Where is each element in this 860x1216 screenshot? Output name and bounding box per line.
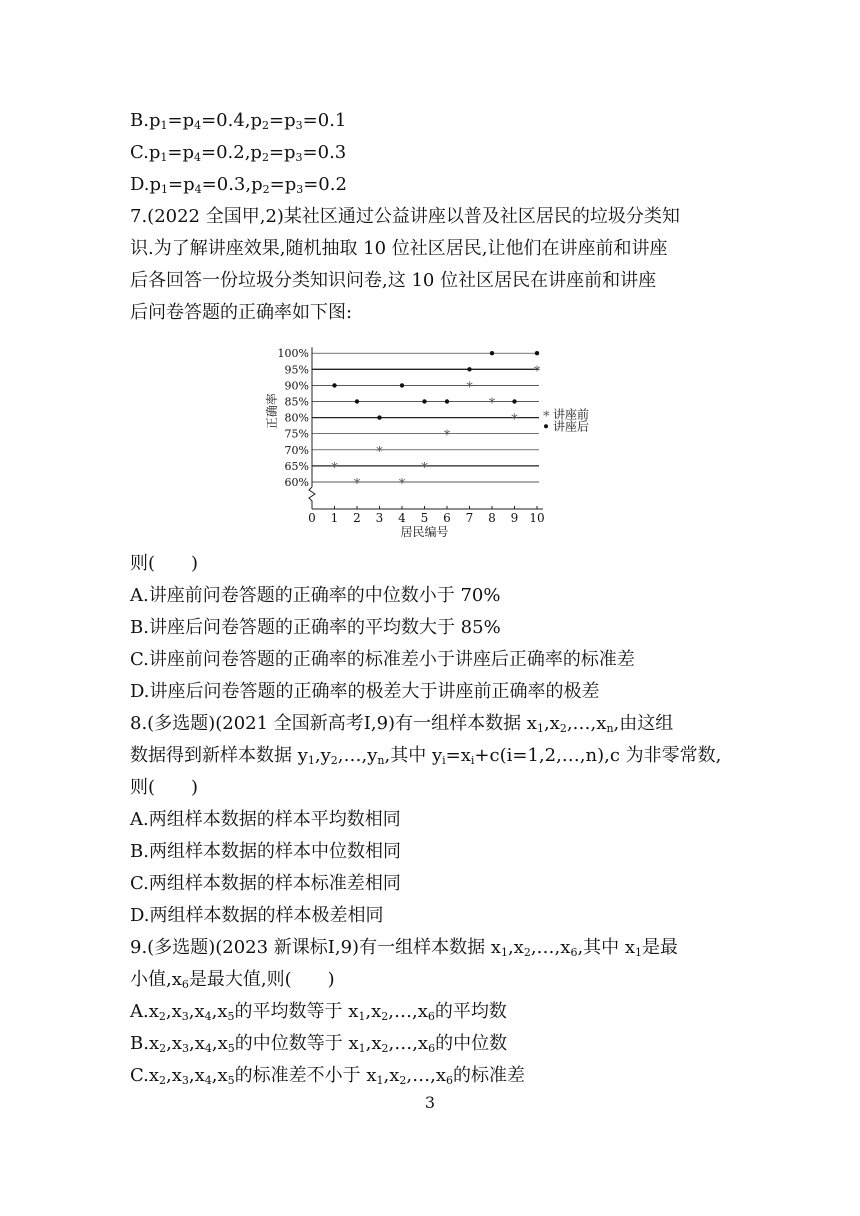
q8-option-d: D.两组样本数据的样本极差相同 bbox=[130, 905, 384, 926]
q8-option-c: C.两组样本数据的样本标准差相同 bbox=[130, 873, 401, 894]
option-b-top: $B.p_1=p_4=0.4,p_2=p_3=0.1$ bbox=[130, 110, 347, 132]
x-tick-label: 7 bbox=[465, 511, 474, 525]
y-tick-label: 60% bbox=[284, 476, 309, 489]
q8-option-a: A.两组样本数据的样本平均数相同 bbox=[130, 809, 401, 830]
point-after bbox=[490, 351, 494, 355]
y-tick-label: 75% bbox=[284, 427, 309, 441]
point-after bbox=[422, 399, 426, 403]
point-after bbox=[355, 399, 359, 403]
q7-stem-line-1: 7.(2022 全国甲,2)某社区通过公益讲座以普及社区居民的垃圾分类知 bbox=[130, 206, 680, 227]
point-after bbox=[377, 415, 381, 419]
legend-marker-before: * bbox=[543, 409, 550, 425]
x-tick-label: 5 bbox=[420, 511, 429, 525]
q7-stem-line-2: 识.为了解讲座效果,随机抽取 10 位社区居民,让他们在讲座前和讲座 bbox=[130, 238, 668, 259]
y-tick-label: 100% bbox=[277, 347, 309, 361]
y-tick-label: 90% bbox=[284, 379, 309, 393]
y-tick-label: 70% bbox=[284, 443, 309, 457]
y-tick-label: 80% bbox=[284, 411, 309, 425]
point-after bbox=[535, 351, 539, 355]
q9-stem-line-2: 小值$,x_6$是最大值,则( ) bbox=[130, 969, 335, 991]
point-before: * bbox=[533, 364, 541, 380]
point-after bbox=[467, 367, 471, 371]
point-after bbox=[400, 383, 404, 387]
axis-break bbox=[309, 487, 315, 509]
q9-option-b: $B.x_2,x_3,x_4,x_5$的中位数等于 $x_1,x_2,\dots,x_6$的中位数 bbox=[130, 1033, 508, 1055]
x-tick-label: 6 bbox=[443, 511, 451, 525]
y-tick-label: 85% bbox=[284, 395, 309, 409]
page-number: 3 bbox=[424, 1093, 436, 1112]
y-tick-label: 65% bbox=[284, 459, 309, 473]
q8-stem-line-1: 8.(多选题)(2021 全国新高考Ⅰ,9)有一组样本数据 $x_1,x_2,\dots,x_n$,由这组 bbox=[130, 713, 674, 735]
x-tick-label: 8 bbox=[488, 511, 496, 525]
q7-option-b: B.讲座后问卷答题的正确率的平均数大于 85% bbox=[130, 617, 501, 638]
q9-option-c: $C.x_2,x_3,x_4,x_5$的标准差不小于 $x_1,x_2,\dots,x_6$的标准差 bbox=[130, 1065, 525, 1087]
legend-label-after: 讲座后 bbox=[553, 419, 590, 434]
q7-stem-line-3: 后各回答一份垃圾分类知识问卷,这 10 位社区居民在讲座前和讲座 bbox=[130, 270, 657, 291]
y-axis-label: 正确率 bbox=[265, 393, 279, 430]
point-before: * bbox=[398, 477, 406, 492]
x-tick-label: 4 bbox=[398, 511, 406, 525]
legend-label-before: 讲座前 bbox=[553, 407, 590, 422]
y-tick-label: 95% bbox=[284, 363, 309, 377]
point-before: * bbox=[353, 477, 361, 492]
point-before: * bbox=[421, 460, 428, 476]
x-tick-label: 10 bbox=[529, 511, 545, 525]
q7-option-a: A.讲座前问卷答题的正确率的中位数小于 70% bbox=[130, 585, 501, 606]
legend-marker-after bbox=[544, 424, 548, 428]
accuracy-scatter-chart bbox=[262, 336, 622, 541]
option-c-top: $C.p_1=p_4=0.2,p_2=p_3=0.3$ bbox=[130, 142, 347, 164]
option-d-top: $D.p_1=p_4=0.3,p_2=p_3=0.2$ bbox=[130, 174, 347, 196]
point-after bbox=[445, 399, 449, 403]
q9-option-a: $A.x_2,x_3,x_4,x_5$的平均数等于 $x_1,x_2,\dots,x_6$的平均数 bbox=[130, 1001, 507, 1023]
q7-option-c: C.讲座前问卷答题的正确率的标准差小于讲座后正确率的标准差 bbox=[130, 649, 635, 670]
point-before: * bbox=[443, 428, 451, 444]
q7-prompt: 则( ) bbox=[130, 553, 199, 574]
q9-stem-line-1: 9.(多选题)(2023 新课标Ⅰ,9)有一组样本数据 $x_1,x_2,\dots,x_6$,其中 $x_1$是最 bbox=[130, 937, 679, 959]
x-tick-label: 0 bbox=[308, 511, 316, 525]
x-tick-label: 2 bbox=[353, 511, 361, 525]
point-before: * bbox=[376, 444, 383, 460]
q8-stem-line-3: 则( ) bbox=[130, 777, 199, 798]
point-after bbox=[512, 399, 516, 403]
x-axis-label: 居民编号 bbox=[400, 525, 449, 539]
q7-stem-line-4: 后问卷答题的正确率如下图: bbox=[130, 302, 353, 323]
point-before: * bbox=[466, 380, 473, 396]
q8-stem-line-2: 数据得到新样本数据 $y_1,y_2,\dots,y_n$,其中 $y_i=x_i+c(i=1,2,\dots,n),c$ 为非零常数, bbox=[130, 745, 722, 767]
point-after bbox=[332, 383, 336, 387]
x-tick-label: 3 bbox=[375, 511, 384, 525]
point-before: * bbox=[511, 412, 518, 428]
q8-option-b: B.两组样本数据的样本中位数相同 bbox=[130, 841, 401, 862]
x-tick-label: 1 bbox=[330, 511, 339, 525]
x-tick-label: 9 bbox=[510, 511, 519, 525]
q7-option-d: D.讲座后问卷答题的正确率的极差大于讲座前正确率的极差 bbox=[130, 681, 600, 702]
point-before: * bbox=[331, 460, 338, 476]
point-before: * bbox=[488, 396, 496, 412]
